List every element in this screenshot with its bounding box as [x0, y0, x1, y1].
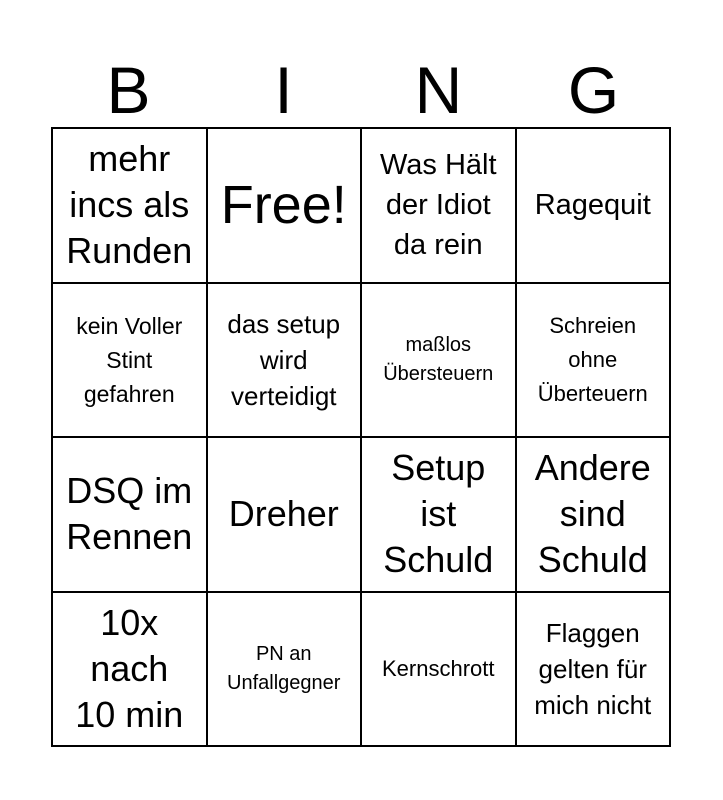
bingo-cell-text: mehr incs als Runden [66, 138, 193, 272]
bingo-cell-r4c1[interactable] [53, 593, 208, 748]
bingo-cell-r3c4[interactable] [517, 438, 672, 593]
bingo-cell-text: das setup wird verteidigt [227, 308, 341, 411]
bingo-cell-r3c3[interactable] [362, 438, 517, 593]
bingo-cell-text: Flaggen gelten für mich nicht [534, 617, 652, 720]
bingo-cell-r1c1[interactable] [53, 129, 208, 284]
bingo-cell-text: kein Voller Stint gefahren [76, 312, 183, 407]
bingo-cell-text: 10x nach 10 min [75, 601, 184, 735]
bingo-cell-r2c4[interactable] [517, 284, 672, 439]
bingo-board [51, 127, 671, 747]
bingo-cell-text: maßlos Übersteuern [383, 333, 494, 385]
bingo-cell-text: Free! [220, 175, 347, 236]
bingo-cell-text: PN an Unfallgegner [227, 642, 341, 694]
bingo-cell-free[interactable] [208, 129, 363, 284]
header-letter-i: I [274, 53, 293, 127]
bingo-cell-r2c3[interactable] [362, 284, 517, 439]
bingo-cell-r1c3[interactable] [362, 129, 517, 284]
bingo-cell-text: Ragequit [534, 189, 651, 222]
header-letter-b: B [106, 53, 151, 127]
bingo-cell-text: DSQ im Rennen [66, 470, 193, 558]
header-letter-g: G [567, 53, 620, 127]
bingo-cell-text: Kernschrott [382, 655, 495, 681]
bingo-header [51, 52, 671, 128]
bingo-cell-r2c1[interactable] [53, 284, 208, 439]
bingo-cell-r4c3[interactable] [362, 593, 517, 748]
bingo-cell-r3c1[interactable] [53, 438, 208, 593]
bingo-cell-r3c2[interactable] [208, 438, 363, 593]
bingo-cell-text: Was Hält der Idiot da rein [379, 149, 497, 262]
bingo-cell-r2c2[interactable] [208, 284, 363, 439]
bingo-cell-r4c2[interactable] [208, 593, 363, 748]
bingo-cell-text: Schreien ohne Überteuern [537, 312, 648, 406]
header-letter-n: N [414, 53, 463, 127]
bingo-cell-r1c4[interactable] [517, 129, 672, 284]
bingo-cell-text: Setup ist Schuld [383, 447, 494, 581]
bingo-cell-text: Andere sind Schuld [534, 447, 651, 581]
bingo-cell-r4c4[interactable] [517, 593, 672, 748]
bingo-cell-text: Dreher [228, 493, 339, 535]
